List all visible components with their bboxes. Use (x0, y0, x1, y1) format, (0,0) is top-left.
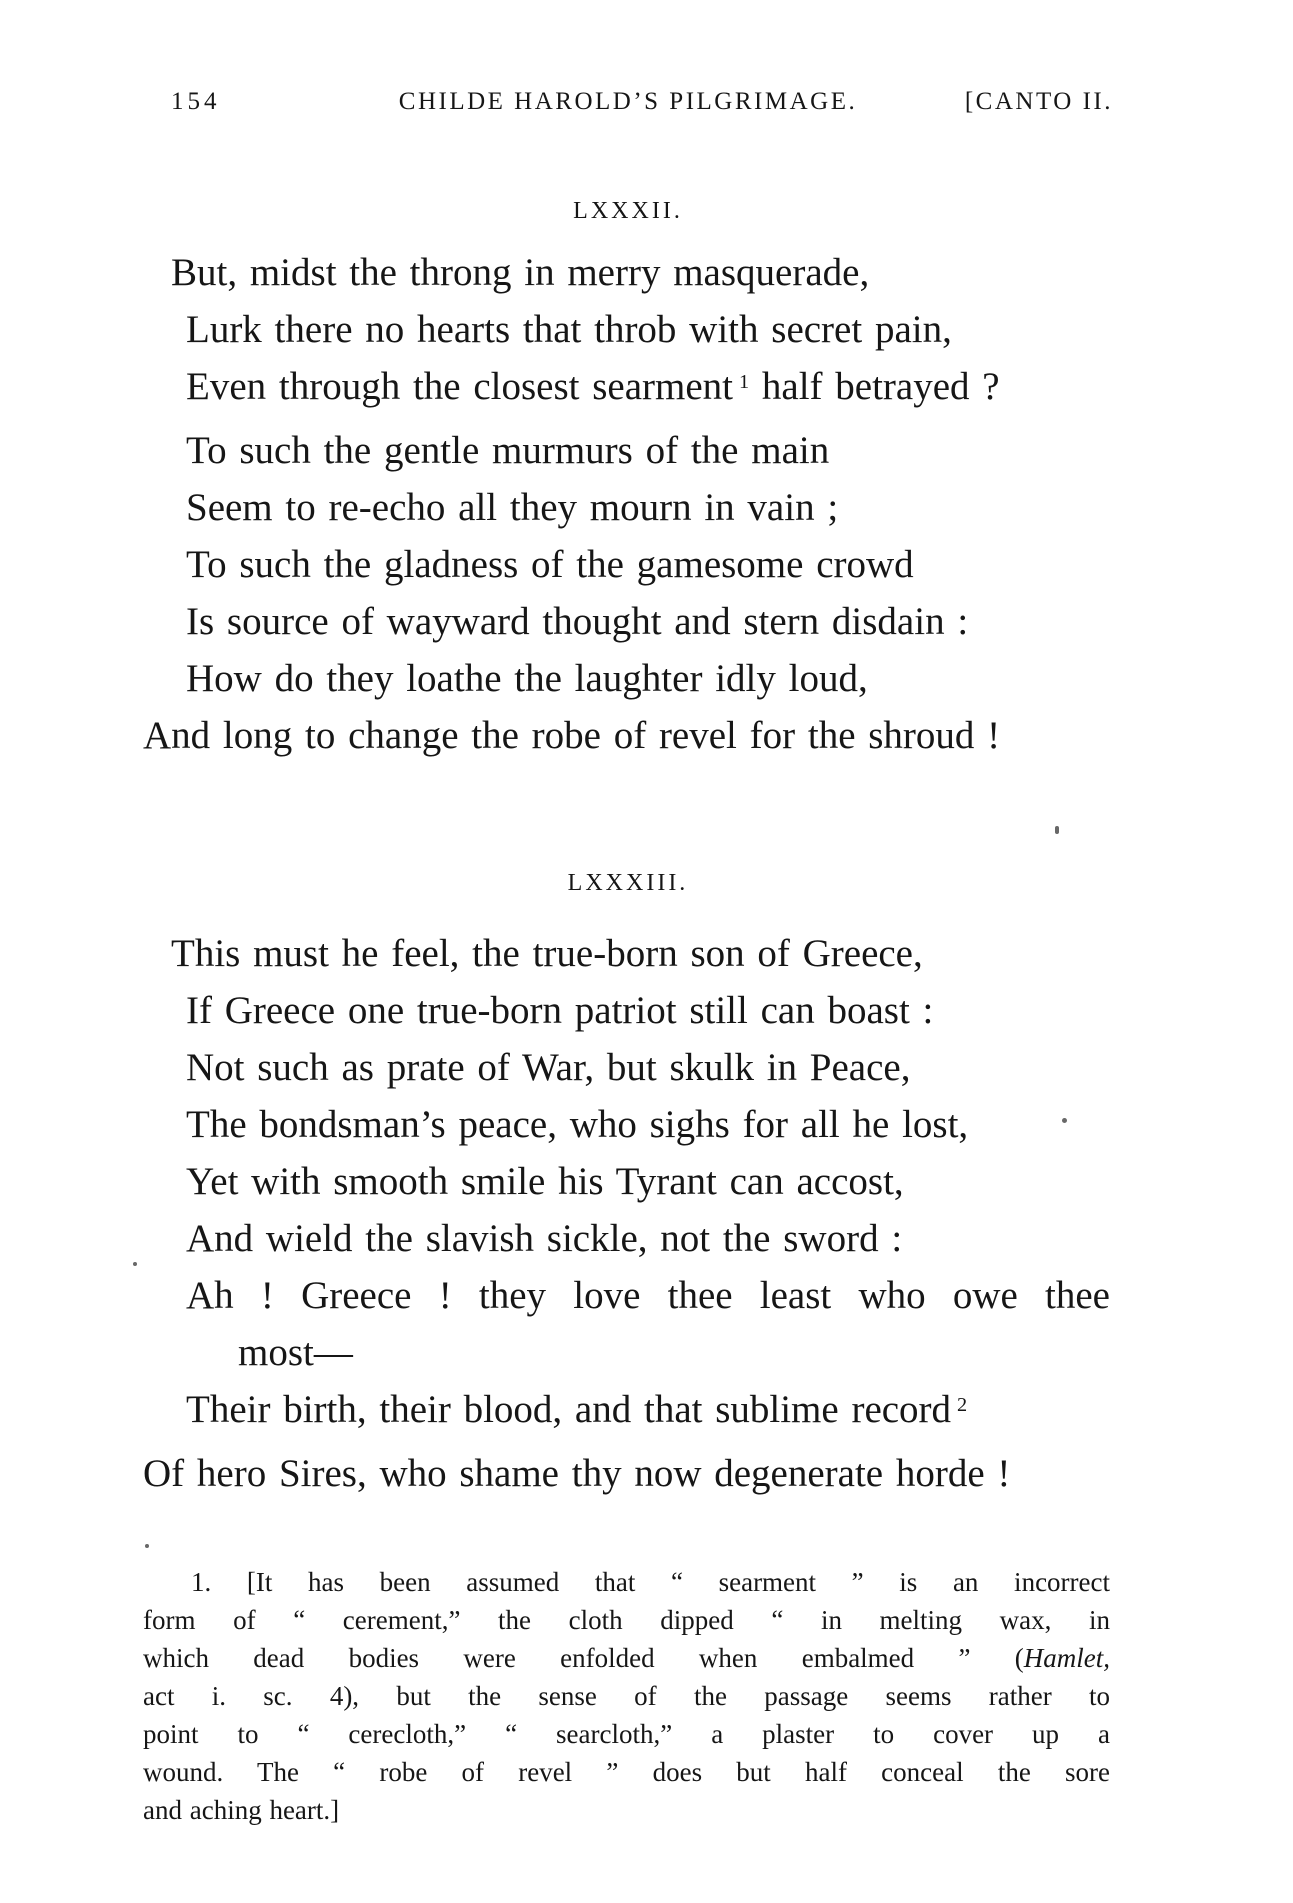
text-run: act i. sc. 4), but the sense of the passage seems rather to (143, 1681, 1110, 1711)
text-run: which dead bodies were enfolded when embalmed ” ( (143, 1643, 1024, 1673)
text-run: wound. The “ robe of revel ” does but half conceal the sore (143, 1757, 1110, 1787)
text-run: half betrayed ? (749, 365, 1000, 408)
poem-line (143, 982, 1110, 1039)
italic-text: Hamlet, (1023, 1643, 1110, 1673)
text-run: And long to change the robe of revel for the shroud ! (143, 714, 1001, 757)
poem-line (143, 1153, 1110, 1210)
poem-line (143, 707, 1110, 764)
poem-line (143, 1039, 1110, 1096)
footnote-line (143, 1639, 1110, 1677)
text-run: Ah ! Greece ! they love thee least who owe thee (186, 1274, 1110, 1317)
footnote-reference: 1 (739, 370, 750, 393)
text-run: Yet with smooth smile his Tyrant can accost, (186, 1160, 904, 1203)
text-run: Is source of wayward thought and stern disdain : (186, 600, 969, 643)
text-run: But, midst the throng in merry masquerade, (171, 251, 870, 294)
poem-line (143, 925, 1110, 982)
scan-speck (133, 1262, 137, 1266)
text-run: This must he feel, the true-born son of Greece, (171, 932, 923, 975)
poem-line (143, 1267, 1110, 1324)
canto-label: [CANTO II. (964, 88, 1113, 115)
poem-line (143, 422, 1110, 479)
text-run: Not such as prate of War, but skulk in Peace, (186, 1046, 911, 1089)
footnote-line (143, 1753, 1110, 1791)
footnote-reference: 2 (957, 1393, 968, 1416)
text-run: most— (238, 1331, 353, 1374)
stanza-lxxxii (143, 244, 1110, 764)
text-run: The bondsman’s peace, who sighs for all he lost, (186, 1103, 969, 1146)
text-run: To such the gladness of the gamesome crowd (186, 543, 914, 586)
text-run: point to “ cerecloth,” “ searcloth,” a plaster to cover up a (143, 1719, 1110, 1749)
footnote (143, 1563, 1110, 1829)
footnote-line (143, 1715, 1110, 1753)
footnote-line (143, 1601, 1110, 1639)
poem-line (143, 1445, 1110, 1502)
text-run: form of “ cerement,” the cloth dipped “ in melting wax, in (143, 1605, 1110, 1635)
poem-line (143, 593, 1110, 650)
text-run: 1. [It has been assumed that “ searment ” is an incorrect (191, 1567, 1110, 1597)
poem-line (143, 244, 1110, 301)
text-run: and aching heart.] (143, 1795, 340, 1825)
stanza-number-lxxxiii: LXXXIII. (567, 870, 689, 896)
text-run: How do they loathe the laughter idly loud, (186, 657, 868, 700)
text-run: If Greece one true-born patriot still can boast : (186, 989, 934, 1032)
footnote-line (143, 1563, 1110, 1601)
scan-speck (1055, 826, 1059, 834)
footnote-line (143, 1677, 1110, 1715)
poem-line (143, 358, 1110, 422)
poem-line (143, 1210, 1110, 1267)
book-title: CHILDE HAROLD’S PILGRIMAGE. (398, 88, 858, 115)
poem-line (143, 1381, 1110, 1445)
text-run: To such the gentle murmurs of the main (186, 429, 830, 472)
stanza-number-lxxxii: LXXXII. (573, 198, 683, 224)
poem-line (143, 479, 1110, 536)
scan-speck (1062, 1118, 1067, 1123)
poem-line (143, 536, 1110, 593)
footnote-line (143, 1791, 1110, 1829)
text-run: Their birth, their blood, and that sublime record (186, 1388, 952, 1431)
text-run: Of hero Sires, who shame thy now degenerate horde ! (143, 1452, 1011, 1495)
text-run: And wield the slavish sickle, not the sword : (186, 1217, 903, 1260)
poem-line (143, 650, 1110, 707)
text-run: Even through the closest searment (186, 365, 734, 408)
page-number: 154 (171, 88, 221, 115)
text-run: Lurk there no hearts that throb with secret pain, (186, 308, 952, 351)
text-run: Seem to re-echo all they mourn in vain ; (186, 486, 839, 529)
running-header (143, 88, 1113, 124)
stanza-lxxxiii (143, 925, 1110, 1502)
poem-line (143, 1096, 1110, 1153)
poem-line (143, 301, 1110, 358)
scan-speck (145, 1544, 149, 1548)
poem-line (143, 1324, 1110, 1381)
